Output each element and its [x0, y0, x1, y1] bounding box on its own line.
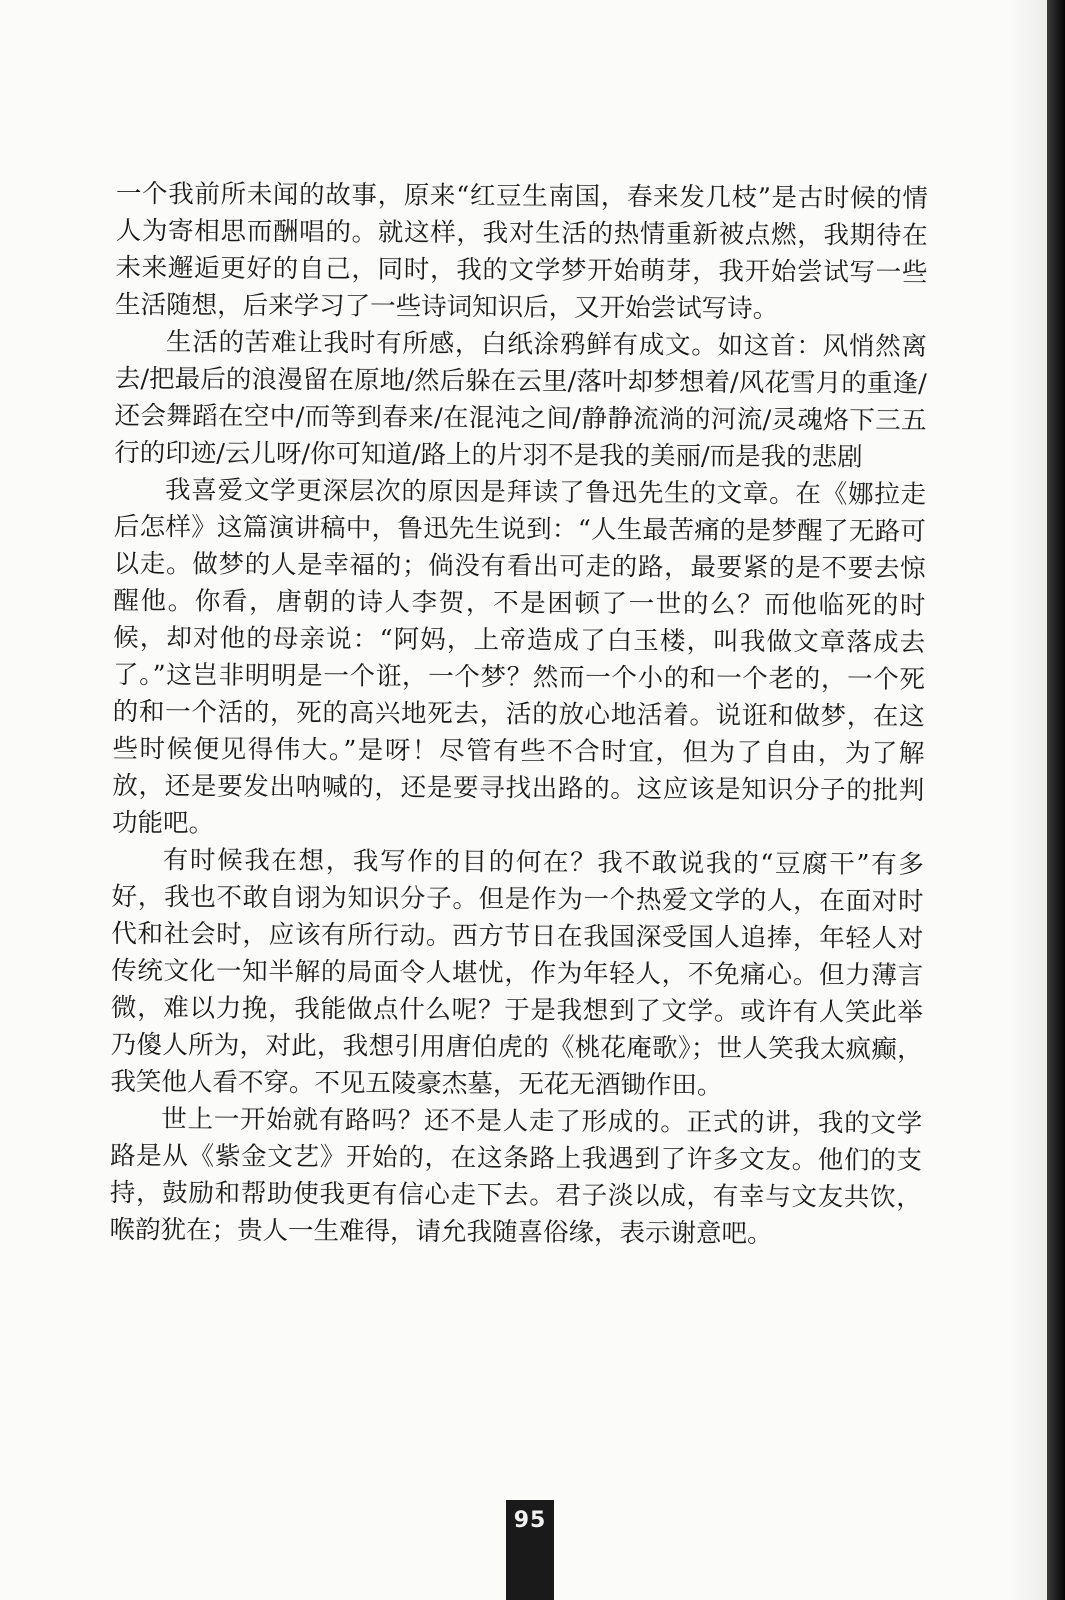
page-number: 95	[513, 1508, 547, 1533]
paragraph-5: 世上一开始就有路吗？还不是人走了形成的。正式的讲，我的文学路是从《紫金文艺》开始的，在这条路上我遇到了许多文友。他们的支持，鼓励和帮助使我更有信心走下去。君子淡以成，有幸与文友共饮，喉韵犹在；贵人一生难得，请允我随喜俗缘，表示谢意吧。	[109, 1104, 923, 1250]
body-text	[109, 176, 928, 1254]
paragraph-4: 有时候我在想，我写作的目的何在？我不敢说我的“豆腐干”有多好，我也不敢自诩为知识分子。但是作为一个热爱文学的人，在面对时代和社会时，应该有所行动。西方节日在我国深受国人追捧，年轻人对传统文化一知半解的局面令人堪忧，作为年轻人，不免痛心。但力薄言微，难以力挽，我能做点什么呢？于是我想到了文学。或许有人笑此举乃傻人所为，对此，我想引用唐伯虎的《桃花庵歌》；世人笑我太疯癫，我笑他人看不穿。不见五陵豪杰墓，无花无酒锄作田。	[110, 845, 924, 1101]
paragraph-3: 我喜爱文学更深层次的原因是拜读了鲁迅先生的文章。在《娜拉走后怎样》这篇演讲稿中，鲁迅先生说到：“人生最苦痛的是梦醒了无路可以走。做梦的人是幸福的；倘没有看出可走的路，最要紧的是不要去惊醒他。你看，唐朝的诗人李贺，不是困顿了一世的么？而他临死的时候，却对他的母亲说：“阿妈，上帝造成了白玉楼，叫我做文章落成去了。”这岂非明明是一个诳，一个梦？然而一个小的和一个老的，一个死的和一个活的，死的高兴地死去，活的放心地活着。说诳和做梦，在这些时候便见得伟大。”是呀！尽管有些不合时宜，但为了自由，为了解放，还是要发出呐喊的，还是要寻找出路的。这应该是知识分子的批判功能吧。	[111, 475, 927, 839]
paragraph-2: 生活的苦难让我时有所感，白纸涂鸦鲜有成文。如这首：风悄然离去/把最后的浪漫留在原地/然后躲在云里/落叶却梦想着/风花雪月的重逢/还会舞蹈在空中/而等到春来/在混沌之间/静静流淌的河流/灵魂烙下三五行的印迹/云儿呀/你可知道/路上的片羽不是我的美丽/而是我的悲剧	[114, 327, 928, 473]
scan-edge	[1047, 0, 1065, 1600]
page-number-tab	[506, 1500, 554, 1600]
paragraph-1: 一个我前所未闻的故事，原来“红豆生南国，春来发几枝”是古时候的情人为寄相思而酬唱的。就这样，我对生活的热情重新被点燃，我期待在未来邂逅更好的自己，同时，我的文学梦开始萌芽，我开始尝试写一些生活随想，后来学习了一些诗词知识后，又开始尝试写诗。	[115, 178, 928, 325]
paper-shade	[1007, 0, 1047, 1600]
